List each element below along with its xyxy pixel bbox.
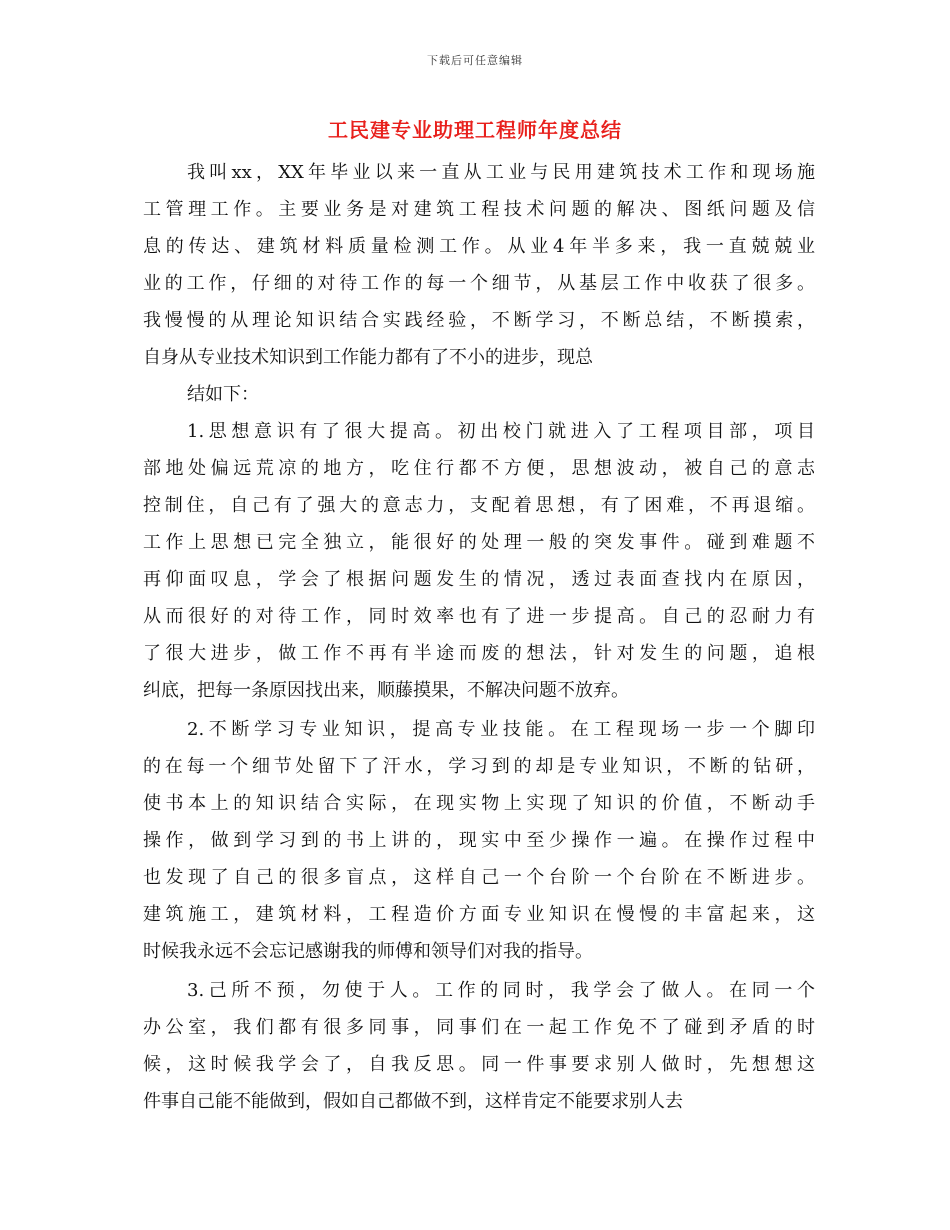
document-line: 再仰面叹息，学会了根据问题发生的情况，透过表面查找内在原因， [143, 569, 815, 590]
document-line: 业的工作，仔细的对待工作的每一个细节，从基层工作中收获了很多。 [143, 273, 815, 294]
document-line: 了很大进步，做工作不再有半途而废的想法，针对发生的问题，追根 [143, 643, 815, 664]
document-line: 部地处偏远荒凉的地方，吃住行都不方便，思想波动，被自己的意志 [143, 458, 815, 479]
document-line: 也发现了自己的很多盲点，这样自己一个台阶一个台阶在不断进步。 [143, 867, 815, 888]
document-line: 工管理工作。主要业务是对建筑工程技术问题的解决、图纸问题及信 [143, 199, 815, 220]
document-line: 操作，做到学习到的书上讲的，现实中至少操作一遍。在操作过程中 [143, 830, 815, 851]
document-line: 1.思想意识有了很大提高。初出校门就进入了工程项目部，项目 [187, 421, 815, 442]
document-line: 候，这时候我学会了，自我反思。同一件事要求别人做时，先想想这 [143, 1054, 815, 1075]
document-line: 我叫xx，XX年毕业以来一直从工业与民用建筑技术工作和现场施 [187, 162, 815, 183]
document-line: 控制住，自己有了强大的意志力，支配着思想，有了困难，不再退缩。 [143, 495, 815, 516]
document-line: 2.不断学习专业知识，提高专业技能。在工程现场一步一个脚印 [187, 719, 815, 740]
document-line: 3.己所不预，勿使于人。工作的同时，我学会了做人。在同一个 [187, 980, 815, 1001]
document-line: 件事自己能不能做到，假如自己都做不到，这样肯定不能要求别人去 [143, 1091, 683, 1112]
page-header-note: 下载后可任意编辑 [427, 54, 523, 67]
document-body [143, 154, 815, 1120]
document-line: 从而很好的对待工作，同时效率也有了进一步提高。自己的忍耐力有 [143, 606, 815, 627]
document-line: 工作上思想已完全独立，能很好的处理一般的突发事件。碰到难题不 [143, 532, 815, 553]
document-line: 的在每一个细节处留下了汗水，学习到的却是专业知识，不断的钻研， [143, 756, 815, 777]
document-line: 我慢慢的从理论知识结合实践经验，不断学习，不断总结，不断摸索， [143, 310, 815, 331]
document-line: 建筑施工，建筑材料，工程造价方面专业知识在慢慢的丰富起来，这 [143, 904, 815, 925]
document-line: 息的传达、建筑材料质量检测工作。从业4年半多来，我一直兢兢业 [143, 236, 815, 257]
document-line: 纠底，把每一条原因找出来，顺藤摸果，不解决问题不放弃。 [143, 680, 629, 701]
document-title: 工民建专业助理工程师年度总结 [328, 118, 622, 142]
document-line: 时候我永远不会忘记感谢我的师傅和领导们对我的指导。 [143, 941, 593, 962]
document-line: 使书本上的知识结合实际，在现实物上实现了知识的价值，不断动手 [143, 793, 815, 814]
document-line: 办公室，我们都有很多同事，同事们在一起工作免不了碰到矛盾的时 [143, 1017, 815, 1038]
document-line: 自身从专业技术知识到工作能力都有了不小的进步，现总 [143, 347, 593, 368]
document-line: 结如下： [187, 384, 259, 405]
